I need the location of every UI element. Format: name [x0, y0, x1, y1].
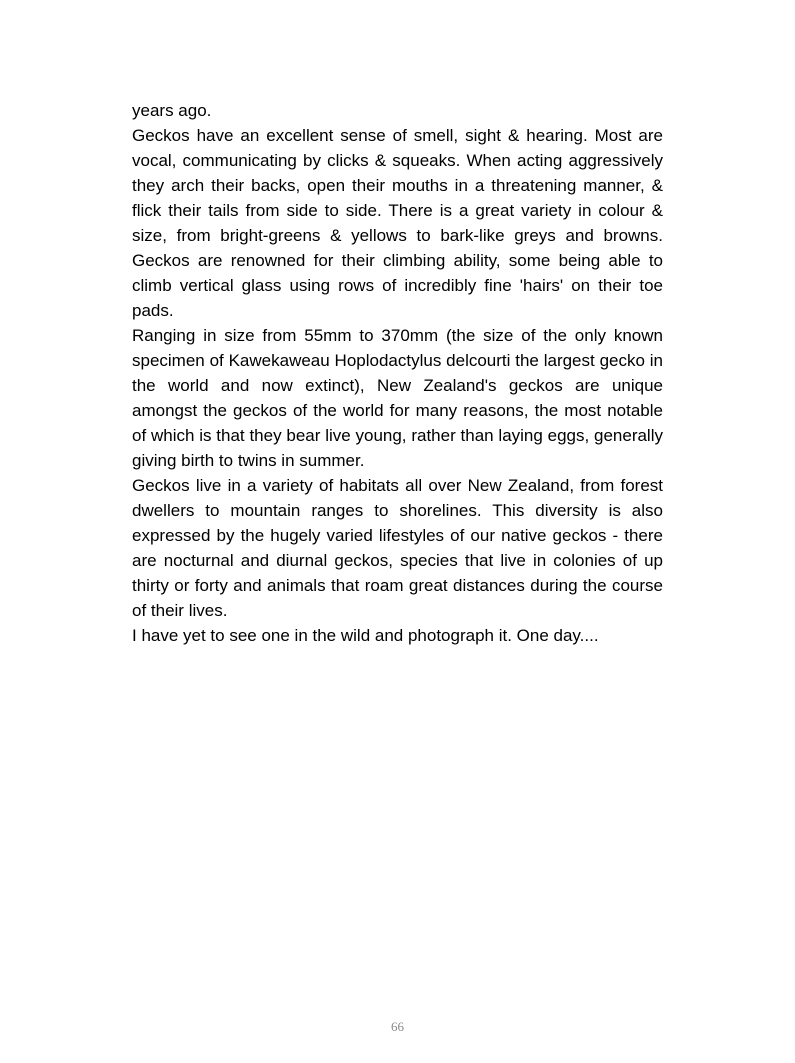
paragraph-continuation: years ago. — [132, 101, 212, 120]
paragraph-closing: I have yet to see one in the wild and photograph it. One day.... — [132, 626, 599, 645]
body-text — [132, 98, 663, 648]
paragraph-gecko-senses: Geckos have an excellent sense of smell, sight & hearing. Most are vocal, communicating by clicks & squeaks. When acting aggressively they arch their backs, open their mouths in a threatening manner, & flick their tails from side to side. There is a great variety in colour & size, from bright-greens & yellows to bark-like greys and browns. Geckos are renowned for their climbing ability, some being able to climb vertical glass using rows of incredibly fine 'hairs' on their toe pads. — [132, 126, 663, 320]
page-number: 66 — [391, 1019, 404, 1034]
paragraph-gecko-habitats: Geckos live in a variety of habitats all over New Zealand, from forest dwellers to mountain ranges to shorelines. This diversity is also expressed by the hugely varied lifestyles of our native geckos - there are nocturnal and diurnal geckos, species that live in colonies of up thirty or forty and animals that roam great distances during the course of their lives. — [132, 476, 663, 620]
paragraph-gecko-size: Ranging in size from 55mm to 370mm (the size of the only known specimen of Kawekaweau Hoplodactylus delcourti the largest gecko in the world and now extinct), New Zealand's geckos are unique amongst the geckos of the world for many reasons, the most notable of which is that they bear live young, rather than laying eggs, generally giving birth to twins in summer. — [132, 326, 663, 470]
